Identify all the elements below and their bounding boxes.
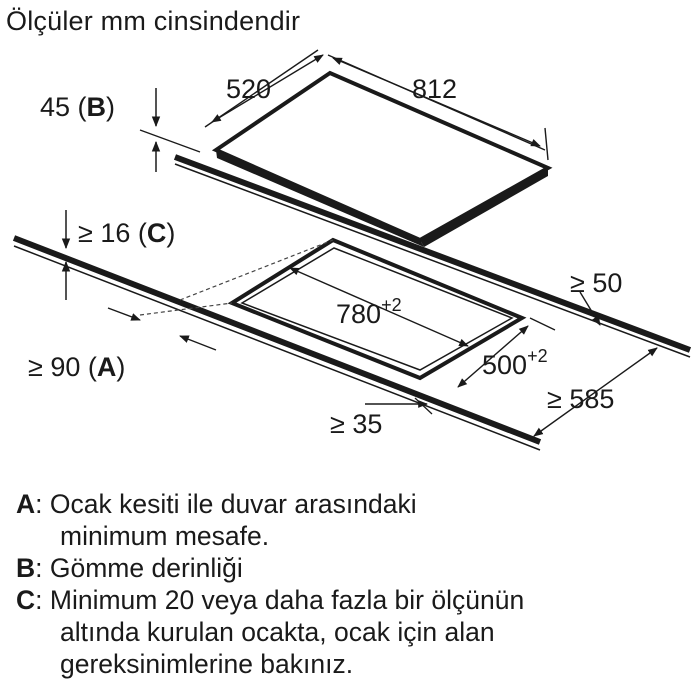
legend-item-b: B : Gömme derinliği bbox=[16, 553, 243, 583]
legend-text: Minimum 20 veya daha fazla bir ölçünün bbox=[49, 585, 525, 615]
legend-key: C bbox=[16, 585, 36, 615]
min-585-label: ≥ 585 bbox=[547, 384, 615, 414]
diagram-title: Ölçüler mm cinsindendir bbox=[6, 6, 301, 36]
min-50-label: ≥ 50 bbox=[570, 268, 623, 298]
min-16-label: ≥ 16 (C) bbox=[78, 218, 176, 248]
legend-text: minimum mesafe. bbox=[60, 521, 270, 551]
legend-key: A bbox=[16, 489, 36, 519]
cutout-width-label: $780^{+2}$ bbox=[336, 295, 402, 329]
min-90-label: ≥ 90 (A) bbox=[28, 352, 126, 382]
cutout-depth-label: $500^{+2}$ bbox=[482, 346, 548, 380]
legend-item-a: A : Ocak kesiti ile duvar arasındaki minimum mesafe. bbox=[16, 488, 696, 552]
hob-width-label: 812 bbox=[412, 74, 458, 104]
hob-depth-label: 520 bbox=[226, 74, 272, 104]
legend-item-c: C : Minimum 20 veya daha fazla bir ölçünün altında kurulan ocakta, ocak için alan gereksinimlerine bakınız. bbox=[16, 584, 696, 680]
legend bbox=[16, 488, 696, 680]
legend-text: gereksinimlerine bakınız. bbox=[60, 649, 354, 679]
legend-text: altında kurulan ocakta, ocak için alan bbox=[60, 617, 495, 647]
min-35-label: ≥ 35 bbox=[330, 409, 383, 439]
embed-depth-label: 45 (B) bbox=[40, 92, 116, 122]
legend-key: B bbox=[16, 553, 36, 583]
legend-text: Ocak kesiti ile duvar arasındaki bbox=[49, 489, 417, 519]
legend-text: Gömme derinliği bbox=[49, 553, 243, 583]
